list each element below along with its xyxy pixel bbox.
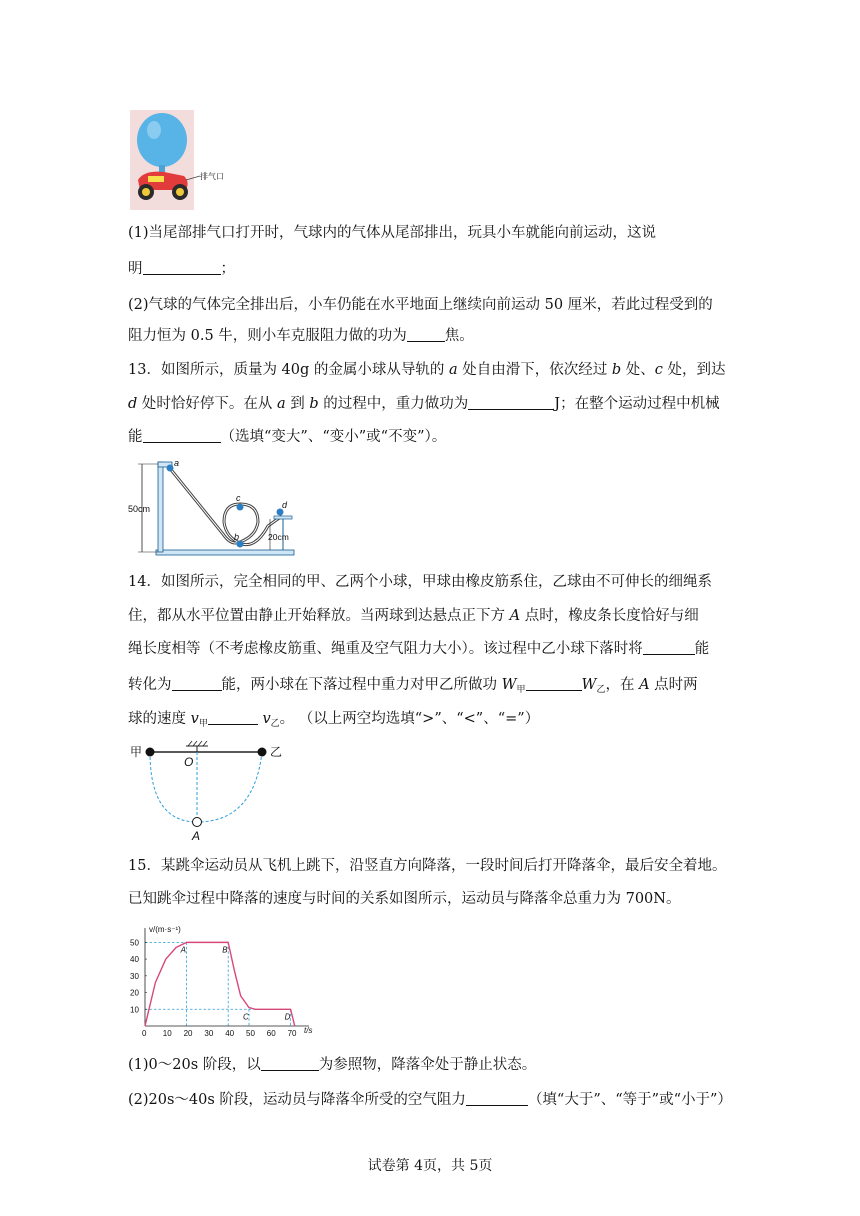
q14-blank-3[interactable] [526, 674, 582, 691]
var-a: a [277, 396, 286, 412]
x-tick-label: 60 [266, 1029, 276, 1038]
q13-line3 [128, 422, 738, 453]
x-tick-label: 20 [183, 1029, 193, 1038]
height-20cm-label: 20cm [268, 532, 289, 542]
q12-text: 阻力恒为 0.5 牛，则小车克服阻力做的功为 [128, 328, 407, 344]
q13-text: 的过程中，重力做功为 [318, 396, 469, 412]
var-v: v [262, 711, 271, 727]
q14-line3 [128, 634, 738, 665]
point-label-B: B [222, 945, 228, 955]
q14-text: 点时两 [649, 677, 698, 693]
y-tick-label: 30 [130, 971, 139, 981]
q14-text: 绳长度相等（不考虑橡皮筋重、绳重及空气阻力大小）。该过程中乙小球下落时将 [128, 641, 643, 657]
page-footer: 试卷第 4页，共 5页 [367, 1158, 493, 1174]
y-axis-label: v/(m·s⁻¹) [149, 925, 181, 934]
pendulum-figure [128, 738, 288, 844]
q13-line2 [128, 389, 738, 420]
x-tick-label: 30 [204, 1029, 214, 1038]
q14-text: 转化为 [128, 677, 172, 693]
subscript-jia: 甲 [516, 685, 526, 695]
track-figure [128, 456, 298, 558]
var-a: a [449, 362, 458, 378]
q14-blank-2[interactable] [172, 674, 222, 691]
q12-text: 明 [128, 261, 143, 277]
exhaust-label: 排气口 [200, 172, 224, 181]
q14-text: 点时，橡皮条长度恰好与细 [520, 608, 699, 624]
subscript-yi: 乙 [270, 719, 280, 729]
y-tick-label: 10 [130, 1005, 139, 1015]
ball-jia-label: 甲 [130, 745, 143, 759]
point-a-label: a [174, 458, 180, 468]
q15-blank-1[interactable] [261, 1054, 319, 1071]
q12-text: ； [220, 261, 235, 277]
q15-line2: 已知跳伞过程中降落的速度与时间的关系如图所示，运动员与降落伞总重力为 700N。 [128, 891, 681, 907]
q13-text: 处自由滑下，依次经过 [457, 362, 612, 378]
q15-text: 为参照物，降落伞处于静止状态。 [318, 1057, 537, 1073]
point-A-label: A [192, 829, 201, 843]
var-d: d [128, 396, 138, 412]
x-axis-label: t/s [304, 1026, 313, 1035]
var-A: A [639, 677, 650, 693]
var-b: b [309, 396, 319, 412]
var-v: v [190, 711, 199, 727]
q15-text: (2)20s～40s 阶段，运动员与降落伞所受的空气阻力 [128, 1092, 466, 1108]
q13-line1 [128, 355, 738, 386]
y-tick-label: 50 [130, 938, 139, 948]
q13-blank-2[interactable] [143, 426, 221, 443]
q14-text: 能 [694, 641, 710, 657]
velocity-time-chart [125, 922, 325, 1046]
ball-yi-label: 乙 [270, 745, 283, 759]
q12-text: 焦。 [444, 328, 474, 344]
q15-part2 [128, 1085, 738, 1116]
q13-text: 处时恰好停下。在从 [137, 396, 278, 412]
y-tick-label: 20 [130, 988, 139, 998]
q12-part2-line1: (2)气球的气体完全排出后，小车仍能在水平地面上继续向前运动 50 厘米，若此过程受到的 [128, 297, 713, 313]
var-b: b [611, 362, 622, 378]
q15-part1 [128, 1050, 738, 1081]
point-c-label: c [236, 493, 241, 503]
q12-blank-1[interactable] [143, 258, 221, 275]
var-W: W [581, 677, 597, 693]
pivot-O-label: O [184, 755, 194, 769]
x-tick-label: 50 [246, 1029, 255, 1038]
x-tick-label: 10 [162, 1029, 172, 1038]
var-A: A [509, 608, 521, 624]
x-tick-label: 0 [142, 1029, 147, 1038]
q13-text: 能 [128, 429, 143, 445]
subscript-jia: 甲 [198, 719, 208, 729]
x-tick-label: 70 [287, 1029, 297, 1038]
height-50cm-label: 50cm [128, 504, 151, 514]
velocity-curve [145, 942, 295, 1026]
q15-blank-2[interactable] [466, 1089, 528, 1106]
subscript-yi: 乙 [596, 685, 606, 695]
q14-line5 [128, 704, 738, 740]
q12-part1-line1: (1)当尾部排气口打开时，气球内的气体从尾部排出，玩具小车就能向前运动，这说 [128, 225, 657, 241]
q14-text: 能，两小球在下落过程中重力对甲乙所做功 [221, 677, 502, 693]
point-label-C: C [243, 1012, 249, 1022]
point-b-label: b [234, 532, 240, 542]
balloon-car-illustration [130, 110, 230, 210]
q14-line4 [128, 670, 738, 706]
q13-text: （选填“变大”、“变小”或“不变”）。 [220, 429, 447, 445]
y-tick-label: 40 [130, 955, 139, 965]
q15-line1: 15．某跳伞运动员从飞机上跳下，沿竖直方向降落，一段时间后打开降落伞，最后安全着地。 [128, 858, 727, 874]
vt-chart-svg [125, 922, 325, 1046]
q13-text: 13．如图所示，质量为 40g 的金属小球从导轨的 [128, 362, 450, 378]
q14-text: 住，都从水平位置由静止开始释放。当两球到达悬点正下方 [128, 608, 510, 624]
point-label-A: A [180, 945, 186, 955]
q14-text: 。 （以上两空均选填“>”、“<”、“=”） [279, 711, 540, 727]
var-c: c [654, 362, 663, 378]
q15-text: (1)0～20s 阶段，以 [128, 1057, 261, 1073]
q14-line2 [128, 601, 738, 632]
point-d-label: d [282, 500, 288, 510]
q14-text: ，在 [605, 677, 640, 693]
q14-text: 球的速度 [128, 711, 191, 727]
q12-part2-line2 [128, 321, 738, 352]
q13-blank-1[interactable] [468, 393, 554, 410]
var-W: W [501, 677, 517, 693]
point-label-D: D [284, 1012, 291, 1022]
x-tick-label: 40 [225, 1029, 235, 1038]
q15-text: （填“大于”、“等于”或“小于”） [527, 1092, 732, 1108]
q14-blank-4[interactable] [208, 708, 258, 725]
q14-blank-1[interactable] [643, 638, 695, 655]
q12-part1-line2 [128, 254, 738, 285]
q13-text: 到 [285, 396, 310, 412]
q13-text: 处，到达 [662, 362, 726, 378]
q13-text: J；在整个运动过程中机械 [554, 396, 720, 412]
balloon-car-figure [130, 110, 230, 210]
q14-line1: 14．如图所示，完全相同的甲、乙两个小球，甲球由橡皮筋系住，乙球由不可伸长的细绳系 [128, 574, 712, 590]
q12-blank-2[interactable] [407, 325, 445, 342]
q13-text: 处、 [621, 362, 655, 378]
